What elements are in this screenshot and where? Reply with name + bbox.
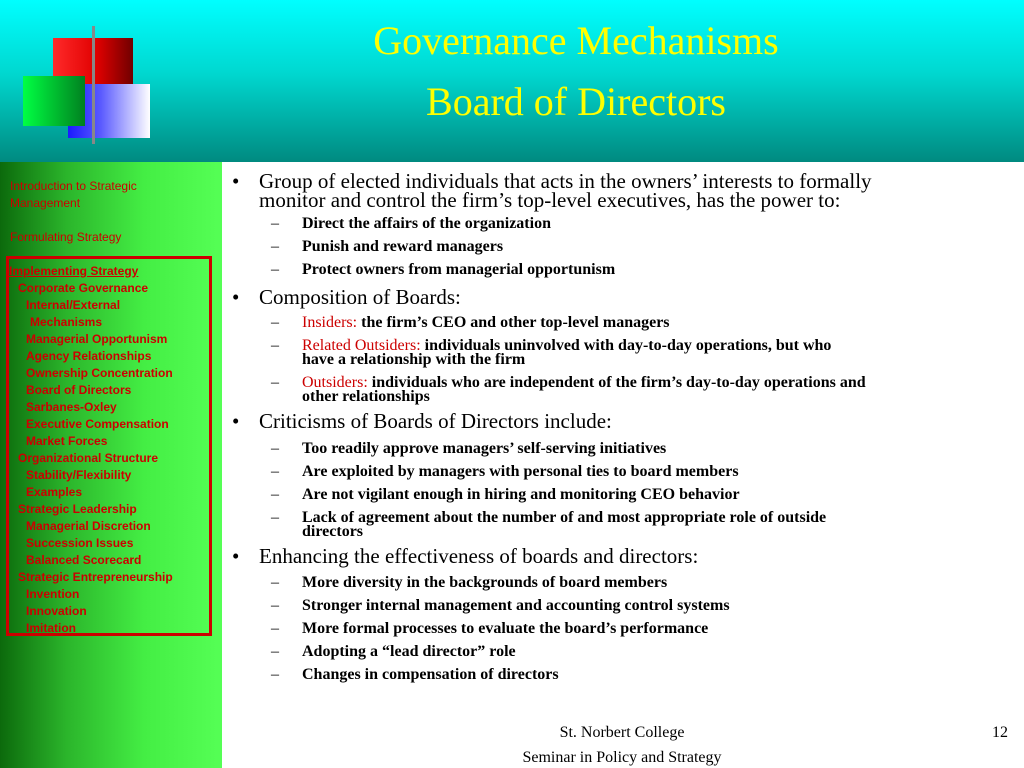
- nav-item-examples[interactable]: Examples: [26, 485, 83, 499]
- nav-item-succession-issues[interactable]: Succession Issues: [26, 536, 134, 550]
- bullet-dot: •: [232, 544, 240, 568]
- term-related-outsiders: Related Outsiders:: [302, 337, 421, 354]
- nav-item-market-forces[interactable]: Market Forces: [26, 434, 108, 448]
- nav-item-innovation[interactable]: Innovation: [26, 604, 87, 618]
- nav-item-managerial-opportunism[interactable]: Managerial Opportunism: [26, 332, 168, 346]
- page-number: 12: [992, 724, 1008, 741]
- sub-bullet-text: Lack of agreement about the number of and most appropriate role of outside: [302, 509, 827, 526]
- bullet-dot: •: [232, 409, 240, 433]
- bullet-dot: •: [232, 285, 240, 309]
- sub-bullet-text: More formal processes to evaluate the board’s performance: [302, 620, 709, 637]
- bullet-text: Composition of Boards:: [259, 285, 461, 309]
- sub-bullet-text: More diversity in the backgrounds of board members: [302, 574, 668, 591]
- footer-course: Seminar in Policy and Strategy: [522, 749, 722, 766]
- logo-divider-line: [92, 26, 95, 144]
- term-definition: individuals who are independent of the firm’s day-to-day operations and: [367, 374, 866, 391]
- term-insiders: Insiders:: [302, 314, 358, 331]
- slide-title-line-1: Governance Mechanisms: [373, 18, 779, 63]
- sub-bullet-text: Are exploited by managers with personal ties to board members: [302, 463, 739, 480]
- nav-item-organizational-structure[interactable]: Organizational Structure: [18, 451, 159, 465]
- bullet-text: Criticisms of Boards of Directors include:: [259, 409, 612, 433]
- nav-item-strategic-entrepreneurship[interactable]: Strategic Entrepreneurship: [18, 570, 173, 584]
- sub-bullet-text: Direct the affairs of the organization: [302, 215, 551, 232]
- nav-item-formulating[interactable]: Formulating Strategy: [10, 230, 122, 244]
- sub-bullet-text-cont: directors: [302, 523, 364, 540]
- nav-item-corporate-governance[interactable]: Corporate Governance: [18, 281, 149, 295]
- nav-item-board-of-directors[interactable]: Board of Directors: [26, 383, 132, 397]
- nav-item-agency-relationships[interactable]: Agency Relationships: [26, 349, 152, 363]
- sub-bullet-text: Stronger internal management and accounting control systems: [302, 597, 730, 614]
- sub-bullet-text: Changes in compensation of directors: [302, 666, 559, 683]
- slide-footer: [222, 722, 1024, 768]
- sub-bullet-text: Punish and reward managers: [302, 238, 504, 255]
- term-definition: individuals uninvolved with day-to-day operations, but who: [420, 337, 832, 354]
- nav-item-ownership-concentration[interactable]: Ownership Concentration: [26, 366, 173, 380]
- nav-item-strategic-leadership[interactable]: Strategic Leadership: [18, 502, 137, 516]
- term-outsiders: Outsiders:: [302, 374, 368, 391]
- sub-bullet-text: Are not vigilant enough in hiring and monitoring CEO behavior: [302, 486, 740, 503]
- footer-college: St. Norbert College: [559, 724, 685, 741]
- nav-item-mechanisms[interactable]: Mechanisms: [30, 315, 103, 329]
- bullet-text: Group of elected individuals that acts in the owners’ interests to formally: [259, 169, 872, 193]
- nav-item-executive-compensation[interactable]: Executive Compensation: [26, 417, 169, 431]
- slide-content: • Group of elected individuals that acts in the owners’ interests to formally monitor and control the firm’s top-level executives, has the power to: – Direct the affairs of the organization – Punish and reward managers – Protect owners from managerial opportunism • Composition of Boards: – Insiders: the firm’s CEO and other top-level managers – Related Outsiders: individuals uninvolved with day-to-day operations, but who have a relationship with the firm – Outsiders: individuals who are independent of the firm’s day-to-day operations and other relationships • Criticisms of Boards of Directors include: – Too readily approve managers’ self-serving initiatives – Are exploited by managers with personal ties to board members – Are not vigilant enough in hiring and monitoring CEO behavior – Lack of agreement about the number of and most appropriate role of outside directors • Enhancing the effectiveness of boards and directors: – More diversity in the backgrounds of board members – Stronger internal management and accounting control systems – More formal processes to evaluate the board’s performance – Adopting a “lead director” role – Changes in compensation of directors: [222, 162, 1024, 768]
- nav-item-imitation[interactable]: Imitation: [26, 621, 76, 635]
- term-definition: the firm’s CEO and other top-level managers: [357, 314, 670, 331]
- nav-item-intro-cont[interactable]: Management: [10, 196, 81, 210]
- nav-item-internal-external[interactable]: Internal/External: [26, 298, 121, 312]
- nav-item-balanced-scorecard[interactable]: Balanced Scorecard: [26, 553, 142, 567]
- nav-item-managerial-discretion[interactable]: Managerial Discretion: [26, 519, 151, 533]
- nav-item-sarbanes-oxley[interactable]: Sarbanes-Oxley: [26, 400, 117, 414]
- bullet-text-cont: monitor and control the firm’s top-level executives, has the power to:: [259, 188, 841, 212]
- slide-title-line-2: Board of Directors: [426, 79, 726, 124]
- term-definition-cont: have a relationship with the firm: [302, 351, 526, 368]
- nav-item-intro[interactable]: Introduction to Strategic: [10, 179, 137, 193]
- bullet-text: Enhancing the effectiveness of boards and directors:: [259, 544, 699, 568]
- sub-bullet-text: Adopting a “lead director” role: [302, 643, 516, 660]
- logo-green-square: [23, 76, 85, 126]
- sub-bullet-text: Protect owners from managerial opportunism: [302, 261, 616, 278]
- nav-sidebar: [0, 162, 222, 768]
- nav-item-invention[interactable]: Invention: [26, 587, 80, 601]
- nav-item-implementing[interactable]: Implementing Strategy: [9, 264, 139, 278]
- term-definition-cont: other relationships: [302, 388, 430, 405]
- nav-item-stability-flexibility[interactable]: Stability/Flexibility: [26, 468, 132, 482]
- bullet-dot: •: [232, 169, 240, 193]
- sub-bullet-text: Too readily approve managers’ self-serving initiatives: [302, 440, 667, 457]
- slide-header: [0, 0, 1024, 162]
